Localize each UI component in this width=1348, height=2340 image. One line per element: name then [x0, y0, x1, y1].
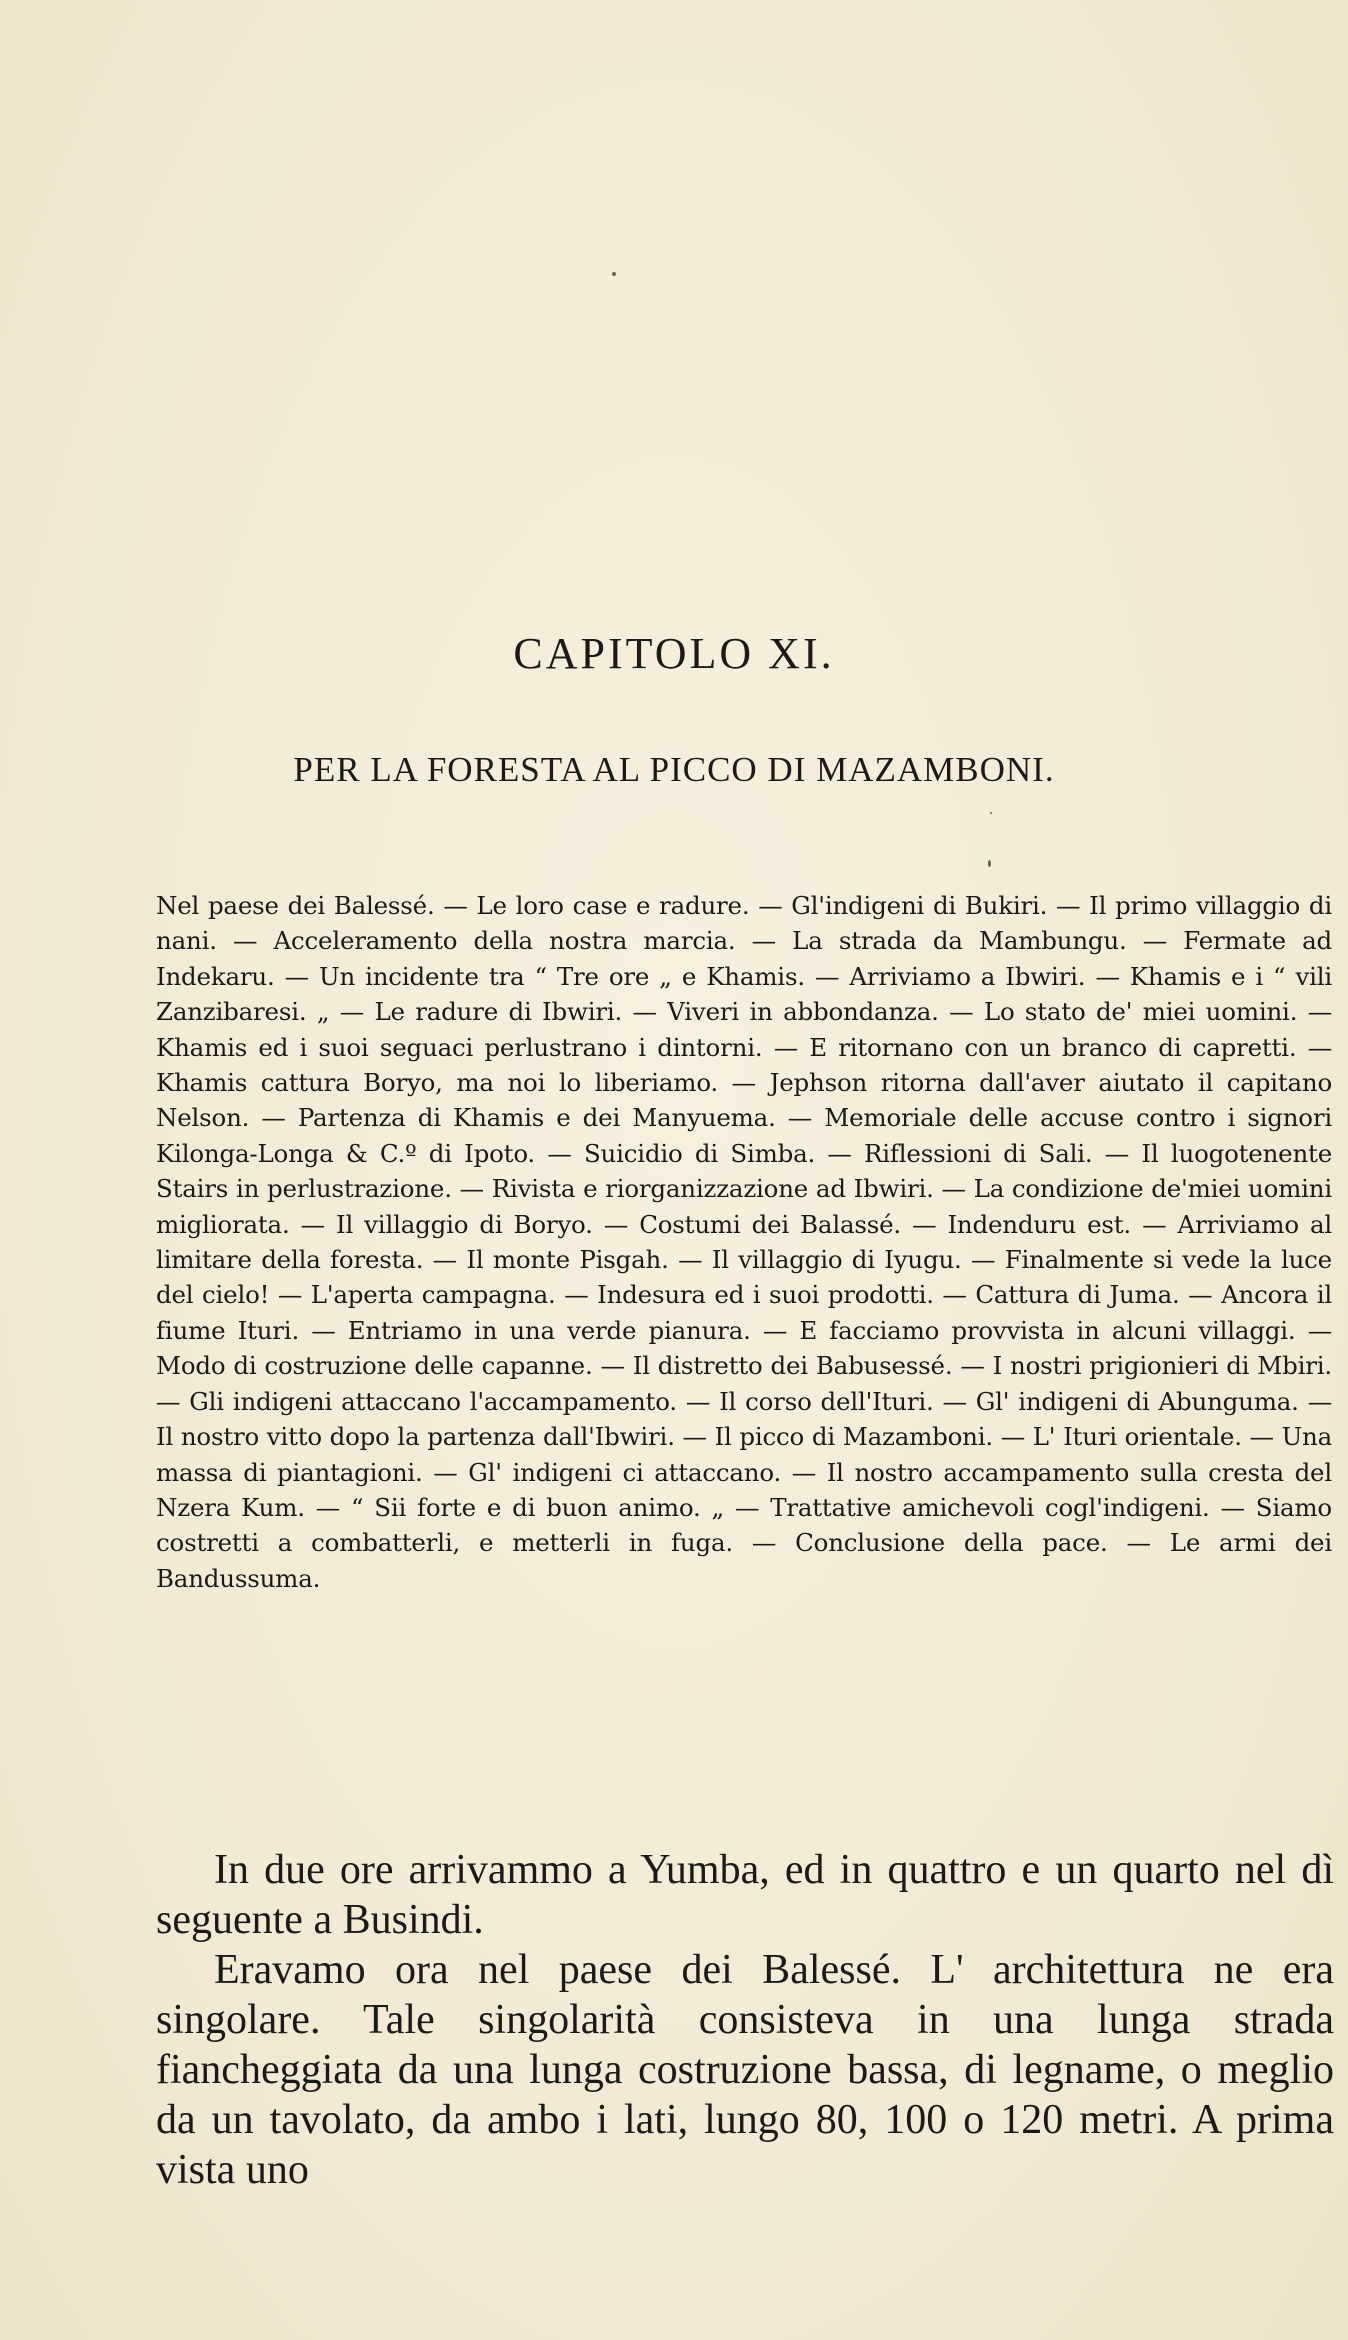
- paper-speck: [988, 860, 991, 867]
- chapter-title: PER LA FORESTA AL PICCO DI MAZAMBONI.: [293, 750, 1055, 789]
- chapter-summary: Nel paese dei Balessé. — Le loro case e radure. — Gl'indigeni di Bukiri. — Il primo villaggio di nani. — Acceleramento della nostra marcia. — La strada da Mambungu. — Fermate ad Indekaru. — Un incidente tra “ Tre ore „ e Khamis. — Arriviamo a Ibwiri. — Khamis e i “ vili Zanzibaresi. „ — Le radure di Ibwiri. — Viveri in abbondanza. — Lo stato de' miei uomini. — Khamis ed i suoi seguaci perlustrano i dintorni. — E ritornano con un branco di capretti. — Khamis cattura Boryo, ma noi lo liberiamo. — Jephson ritorna dall'aver aiutato il capitano Nelson. — Partenza di Khamis e dei Manyuema. — Memoriale delle accuse contro i signori Kilonga-Longa & C.º di Ipoto. — Suicidio di Simba. — Riflessioni di Sali. — Il luogotenente Stairs in perlustrazione. — Rivista e riorganizzazione ad Ibwiri. — La condizione de'miei uomini migliorata. — Il villaggio di Boryo. — Costumi dei Balassé. — Indenduru est. — Arriviamo al limitare della foresta. — Il monte Pisgah. — Il villaggio di Iyugu. — Finalmente si vede la luce del cielo! — L'aperta campagna. — Indesura ed i suoi prodotti. — Cattura di Juma. — Ancora il fiume Ituri. — Entriamo in una verde pianura. — E facciamo provvista in alcuni villaggi. — Modo di costruzione delle capanne. — Il distretto dei Babusessé. — I nostri prigionieri di Mbiri. — Gli indigeni attaccano l'accampamento. — Il corso dell'Ituri. — Gl' indigeni di Abunguma. — Il nostro vitto dopo la partenza dall'Ibwiri. — Il picco di Mazamboni. — L' Ituri orientale. — Una massa di piantagioni. — Gl' indigeni ci attaccano. — Il nostro accampamento sulla cresta del Nzera Kum. — “ Sii forte e di buon animo. „ — Trattative amichevoli cogl'indigeni. — Siamo costretti a combatterli, e metterli in fuga. — Conclusione della pace. — Le armi dei Bandussuma.: [156, 891, 1332, 1593]
- paper-speck: [990, 812, 992, 814]
- paper-speck: [612, 272, 616, 276]
- body-paragraph: In due ore arrivammo a Yumba, ed in quattro e un quarto nel dì seguente a Busindi.: [156, 1847, 1334, 1943]
- body-paragraph: Eravamo ora nel paese dei Balessé. L' architettura ne era singolare. Tale singolarità consisteva in una lunga strada fiancheggiata da una lunga costruzione bassa, di legname, o meglio da un tavolato, da ambo i lati, lungo 80, 100 o 120 metri. A prima vista uno: [156, 1947, 1334, 2193]
- chapter-heading: CAPITOLO XI.: [513, 629, 835, 678]
- body-text: [156, 1845, 1334, 2195]
